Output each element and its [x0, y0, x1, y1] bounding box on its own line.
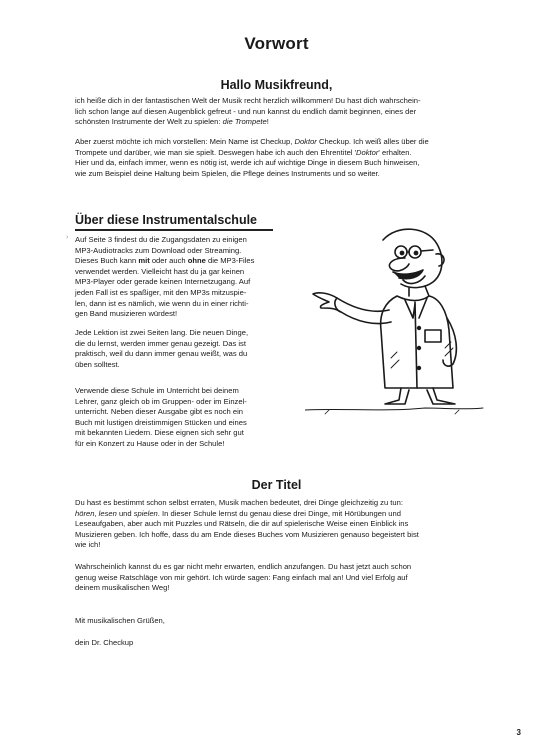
text-line: wie zum Beispiel deine Haltung beim Spielen, die Pflege deines Instruments und so weiter.: [75, 168, 380, 178]
text-line: jeden Fall ist es spaßiger, mit den MP3s mitzuspie-: [75, 287, 247, 297]
text-line: ich heiße dich in der fantastischen Welt der Musik recht herzlich willkommen! Du hast dich wahrschein-: [75, 96, 421, 105]
text-line: len, dann ist es nämlich, wie wenn du in einer richti-: [75, 298, 249, 308]
text-line: MP3-Audiotracks zum Download oder Streaming.: [75, 245, 242, 255]
school-paragraph-2: [75, 328, 248, 370]
text-line: Leseaufgaben, aber auch mit Puzzles und Rätseln, die dir auf spielerische Weise einen Einblick ins: [75, 519, 409, 529]
text-line: Du hast es bestimmt schon selbst erraten, Musik machen bedeutet, drei Dinge gleichzeitig zu tun:: [75, 498, 403, 507]
left-hand: [313, 293, 341, 312]
text-line: Wahrscheinlich kannst du es gar nicht mehr erwarten, endlich anzufangen. Du hast jetzt auch schon: [75, 562, 412, 571]
text-line: Jede Lektion ist zwei Seiten lang. Die neuen Dinge,: [75, 328, 249, 337]
text-line: Dieses Buch kann mit oder auch ohne die MP3-Files: [75, 256, 255, 266]
signature-line: dein Dr. Checkup: [75, 638, 134, 647]
page-title: Vorwort: [244, 34, 309, 53]
text-line: Auf Seite 3 findest du die Zugangsdaten zu einigen: [75, 235, 247, 244]
text-line: Aber zuerst möchte ich mich vorstellen: Mein Name ist Checkup, Doktor Checkup. Ich weiß alles über die: [75, 137, 429, 146]
page-number: 3: [516, 728, 521, 737]
text-line: Verwende diese Schule im Unterricht bei deinem: [75, 386, 239, 395]
closing-line: Mit musikalischen Grüßen,: [75, 616, 165, 625]
head-outline: [383, 229, 442, 287]
text-line: wie ich!: [75, 540, 101, 550]
text-line: genug weise Ratschläge von mir gehört. Ich würde sagen: Fang einfach mal an! Und viel Erfolg auf: [75, 572, 408, 582]
titel-paragraph-2: [75, 562, 411, 594]
text-line: deinem musikalischen Weg!: [75, 583, 170, 593]
greeting-paragraph-1: [75, 96, 421, 128]
text-line: die du lernst, werden immer genau gezeigt. Das ist: [75, 338, 246, 348]
bullet-marker: ›: [66, 234, 69, 241]
text-line: mit bekannten Liedern. Diese eignen sich sehr gut: [75, 428, 244, 438]
text-line: gen Band musizieren würdest!: [75, 309, 178, 319]
text-line: praktisch, weil du dann immer genau weißt, was du: [75, 349, 248, 359]
titel-paragraph-1: [75, 498, 419, 551]
text-line: Trompete und darüber, wie man sie spielt. Deswegen habe ich auch den Ehrentitel 'Doktor' erhalten.: [75, 147, 412, 157]
text-line: unterricht. Neben dieser Ausgabe gibt es noch ein: [75, 407, 244, 417]
text-line: üben solltest.: [75, 359, 120, 369]
text-line: hören, lesen und spielen. In dieser Schule lernst du genau diese drei Dinge, mit Hörübungen und: [75, 508, 401, 518]
heading-underline: [75, 229, 273, 231]
text-line: schönsten Instrumente der Welt zu spielen: die Trompete!: [75, 117, 269, 127]
text-line: für ein Konzert zu Hause oder in der Schule!: [75, 438, 225, 448]
school-paragraph-1: [75, 235, 254, 320]
text-line: verwendet werden. Vielleicht hast du ja gar keinen: [75, 266, 245, 276]
greeting-heading: Hallo Musikfreund,: [220, 78, 333, 92]
text-line: Musizieren geben. Ich hoffe, dass du am Ende dieses Buches vom Musizieren genauso begeistert bist: [75, 529, 419, 539]
text-line: MP3-Player oder gerade keinen Internetzugang. Auf: [75, 277, 251, 287]
greeting-paragraph-2: [75, 137, 429, 179]
titel-heading: Der Titel: [251, 478, 302, 492]
text-line: Hier und da, einfach immer, wenn es nötig ist, werde ich auf wichtige Dinge in diesem Buch hinweisen,: [75, 158, 420, 168]
doctor-checkup-illustration: [305, 218, 485, 418]
text-line: Lehrer, ganz gleich ob im Gruppen- oder im Einzel-: [75, 396, 247, 406]
school-paragraph-3: [75, 386, 247, 450]
school-heading: Über diese Instrumentalschule: [75, 213, 258, 227]
ground-line: [305, 408, 483, 410]
text-line: Buch mit lustigen dreistimmigen Stücken und eines: [75, 417, 247, 427]
text-line: lich schon lange auf diesen Augenblick gefreut - und nun kannst du endlich damit beginnen, eines der: [75, 106, 417, 116]
